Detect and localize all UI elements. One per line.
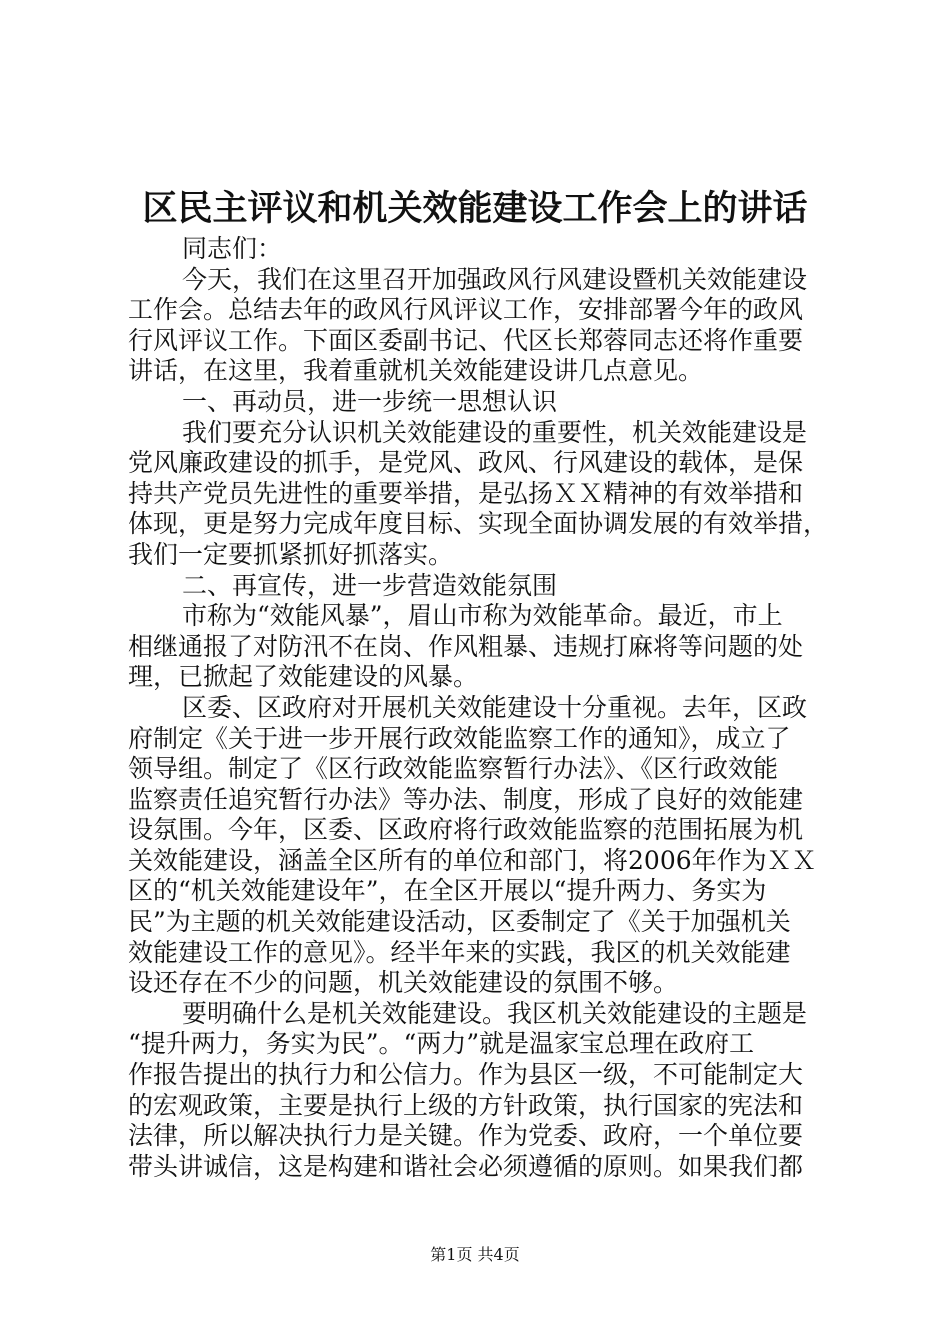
paragraph-line: “提升两力，务实为民”。“两力”就是温家宝总理在政府工 <box>128 1029 755 1059</box>
paragraph-line: 区的“机关效能建设年”，在全区开展以“提升两力、务实为 <box>128 876 767 906</box>
paragraph-line: 法律，所以解决执行力是关键。作为党委、政府，一个单位要 <box>128 1121 804 1151</box>
paragraph-line: 行风评议工作。下面区委副书记、代区长郑蓉同志还将作重要 <box>128 325 804 355</box>
paragraph-line: 我们要充分认识机关效能建设的重要性，机关效能建设是 <box>182 417 808 447</box>
paragraph-line: 带头讲诚信，这是构建和谐社会必须遵循的原则。如果我们都 <box>128 1151 804 1181</box>
paragraph-line: 二、再宣传，进一步营造效能氛围 <box>182 570 558 600</box>
paragraph-line: 体现，更是努力完成年度目标、实现全面协调发展的有效举措， <box>128 509 829 539</box>
document-body <box>128 234 828 1182</box>
paragraph-line: 设还存在不少的问题，机关效能建设的氛围不够。 <box>128 968 679 998</box>
paragraph-line: 工作会。总结去年的政风行风评议工作，安排部署今年的政风 <box>128 295 804 325</box>
paragraph-line: 领导组。制定了《区行政效能监察暂行办法》、《区行政效能 <box>128 754 779 784</box>
paragraph-line: 今天，我们在这里召开加强政风行风建设暨机关效能建设 <box>182 264 808 294</box>
paragraph-line: 一、再动员，进一步统一思想认识 <box>182 386 558 416</box>
paragraph-line: 府制定《关于进一步开展行政效能监察工作的通知》，成立了 <box>128 723 791 753</box>
paragraph-line: 设氛围。今年，区委、区政府将行政效能监察的范围拓展为机 <box>128 815 804 845</box>
paragraph-line: 要明确什么是机关效能建设。我区机关效能建设的主题是 <box>182 998 808 1028</box>
paragraph-line: 区委、区政府对开展机关效能建设十分重视。去年，区政 <box>182 692 808 722</box>
paragraph-line: 民”为主题的机关效能建设活动，区委制定了《关于加强机关 <box>128 907 791 937</box>
paragraph-line: 相继通报了对防汛不在岗、作风粗暴、违规打麻将等问题的处 <box>128 631 804 661</box>
page-footer: 第1页 共4页 <box>430 1245 520 1264</box>
paragraph-line: 的宏观政策，主要是执行上级的方针政策，执行国家的宪法和 <box>128 1090 804 1120</box>
paragraph-line: 关效能建设，涵盖全区所有的单位和部门，将2006年作为ＸＸ <box>128 845 817 875</box>
paragraph-line: 理，已掀起了效能建设的风暴。 <box>128 662 479 692</box>
document-title: 区民主评议和机关效能建设工作会上的讲话 <box>142 188 808 229</box>
paragraph-line: 持共产党员先进性的重要举措，是弘扬ＸＸ精神的有效举措和 <box>128 478 804 508</box>
paragraph-line: 同志们： <box>182 234 283 263</box>
paragraph-line: 讲话，在这里，我着重就机关效能建设讲几点意见。 <box>128 356 704 386</box>
paragraph-line: 监察责任追究暂行办法》等办法、制度，形成了良好的效能建 <box>128 784 804 814</box>
paragraph-line: 我们一定要抓紧抓好抓落实。 <box>128 539 454 569</box>
paragraph-line: 作报告提出的执行力和公信力。作为县区一级，不可能制定大 <box>128 1060 804 1090</box>
paragraph-line: 党风廉政建设的抓手，是党风、政风、行风建设的载体，是保 <box>128 448 804 478</box>
paragraph-line: 市称为“效能风暴”，眉山市称为效能革命。最近，市上 <box>182 601 783 631</box>
paragraph-line: 效能建设工作的意见》。经半年来的实践，我区的机关效能建 <box>128 937 791 967</box>
